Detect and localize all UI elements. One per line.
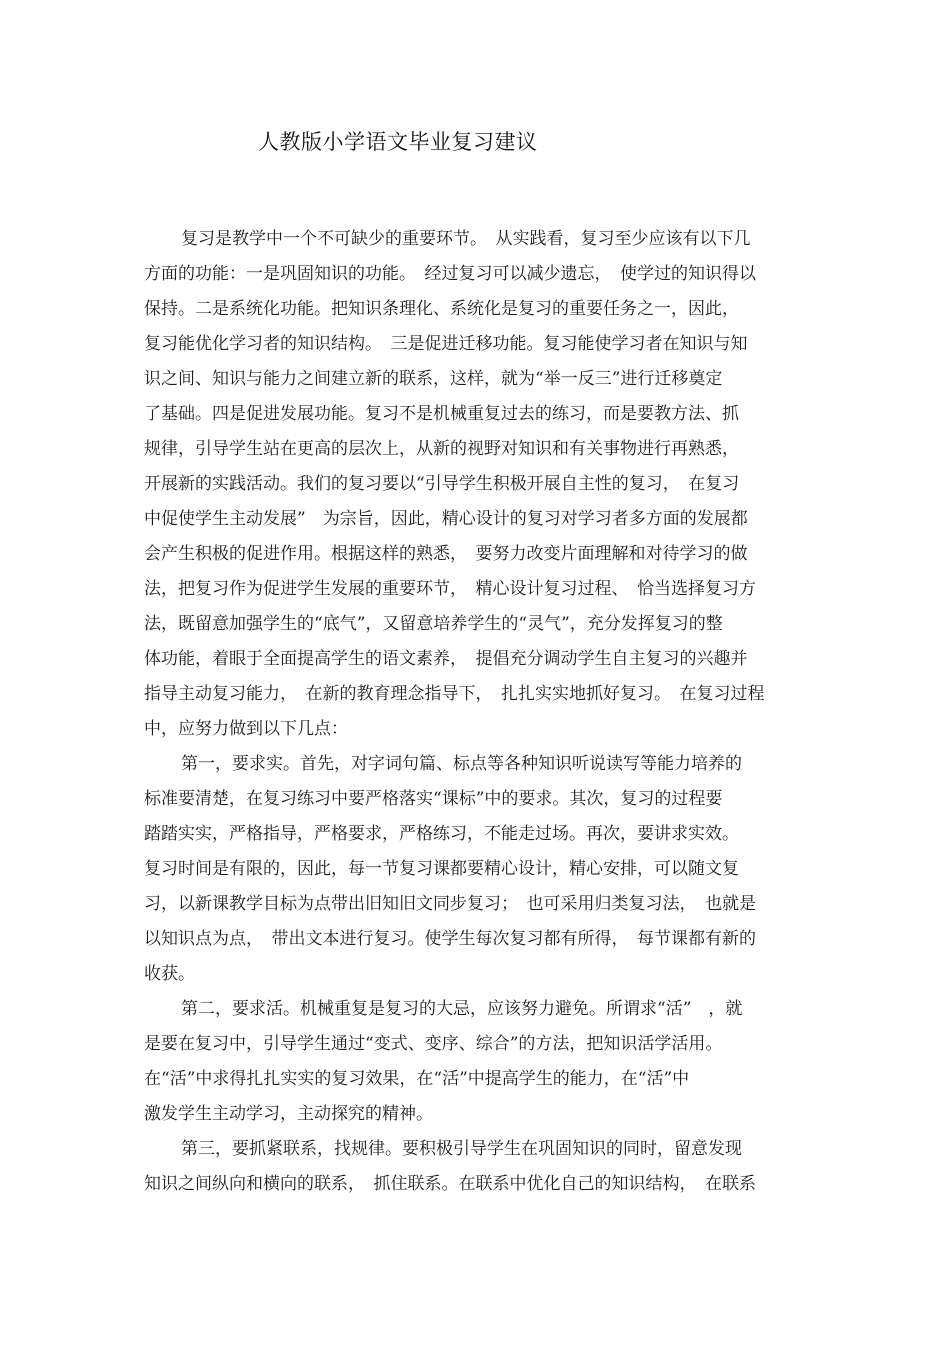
- document-body: [144, 222, 808, 1202]
- body-text-line: 体功能，着眼于全面提高学生的语文素养， 提倡充分调动学生自主复习的兴趣并: [144, 649, 748, 669]
- body-text-line: 是要在复习中，引导学生通过“变式、变序、综合”的方法，把知识活学活用。: [144, 1034, 723, 1054]
- body-text-line: 法，既留意加强学生的“底气”，又留意培养学生的“灵气”，充分发挥复习的整: [144, 614, 723, 634]
- body-text-line: 开展新的实践活动。我们的复习要以“引导学生积极开展自主性的复习， 在复习: [144, 474, 740, 494]
- body-text-line: 中促使学生主动发展” 为宗旨，因此，精心设计的复习对学习者多方面的发展都: [144, 509, 748, 529]
- body-text-line: 复习时间是有限的，因此，每一节复习课都要精心设计，精心安排，可以随文复: [144, 859, 739, 879]
- body-text-line: 中，应努力做到以下几点：: [144, 719, 348, 739]
- body-text-line: 第一，要求实。首先，对字词句篇、标点等各种知识听说读写等能力培养的: [181, 754, 742, 774]
- body-text-line: 会产生积极的促进作用。根据这样的熟悉， 要努力改变片面理解和对待学习的做: [144, 544, 748, 564]
- body-text-line: 保持。二是系统化功能。把知识条理化、系统化是复习的重要任务之一，因此，: [144, 299, 739, 319]
- body-text-line: 了基础。四是促进发展功能。复习不是机械重复过去的练习，而是要教方法、抓: [144, 404, 739, 424]
- body-text-line: 习，以新课教学目标为点带出旧知旧文同步复习； 也可采用归类复习法， 也就是: [144, 894, 756, 914]
- body-text-line: 方面的功能：一是巩固知识的功能。 经过复习可以减少遗忘， 使学过的知识得以: [144, 264, 756, 284]
- body-text-line: 以知识点为点， 带出文本进行复习。使学生每次复习都有所得， 每节课都有新的: [144, 929, 756, 949]
- body-text-line: 激发学生主动学习，主动探究的精神。: [144, 1104, 433, 1124]
- body-text-line: 复习能优化学习者的知识结构。 三是促进迁移功能。复习能使学习者在知识与知: [144, 334, 748, 354]
- body-text-line: 第二，要求活。机械重复是复习的大忌，应该努力避免。所谓求“活” ，就: [181, 999, 743, 1019]
- body-text-line: 踏踏实实，严格指导，严格要求，严格练习，不能走过场。再次，要讲求实效。: [144, 824, 739, 844]
- body-text-line: 标准要清楚，在复习练习中要严格落实“课标”中的要求。其次，复习的过程要: [144, 789, 723, 809]
- body-text-line: 第三，要抓紧联系，找规律。要积极引导学生在巩固知识的同时，留意发现: [181, 1139, 742, 1159]
- body-text-line: 法，把复习作为促进学生发展的重要环节， 精心设计复习过程、 恰当选择复习方: [144, 579, 756, 599]
- body-text-line: 收获。: [144, 964, 195, 984]
- body-text-line: 知识之间纵向和横向的联系， 抓住联系。在联系中优化自己的知识结构， 在联系: [144, 1174, 756, 1194]
- document-title: 人教版小学语文毕业复习建议: [258, 130, 538, 154]
- body-text-line: 复习是教学中一个不可缺少的重要环节。 从实践看，复习至少应该有以下几: [181, 229, 751, 249]
- body-text-line: 规律，引导学生站在更高的层次上，从新的视野对知识和有关事物进行再熟悉，: [144, 439, 739, 459]
- body-text-line: 指导主动复习能力， 在新的教育理念指导下， 扎扎实实地抓好复习。 在复习过程: [144, 684, 765, 704]
- body-text-line: 在“活”中求得扎扎实实的复习效果，在“活”中提高学生的能力，在“活”中: [144, 1069, 690, 1089]
- body-text-line: 识之间、知识与能力之间建立新的联系，这样，就为“举一反三”进行迁移奠定: [144, 369, 723, 389]
